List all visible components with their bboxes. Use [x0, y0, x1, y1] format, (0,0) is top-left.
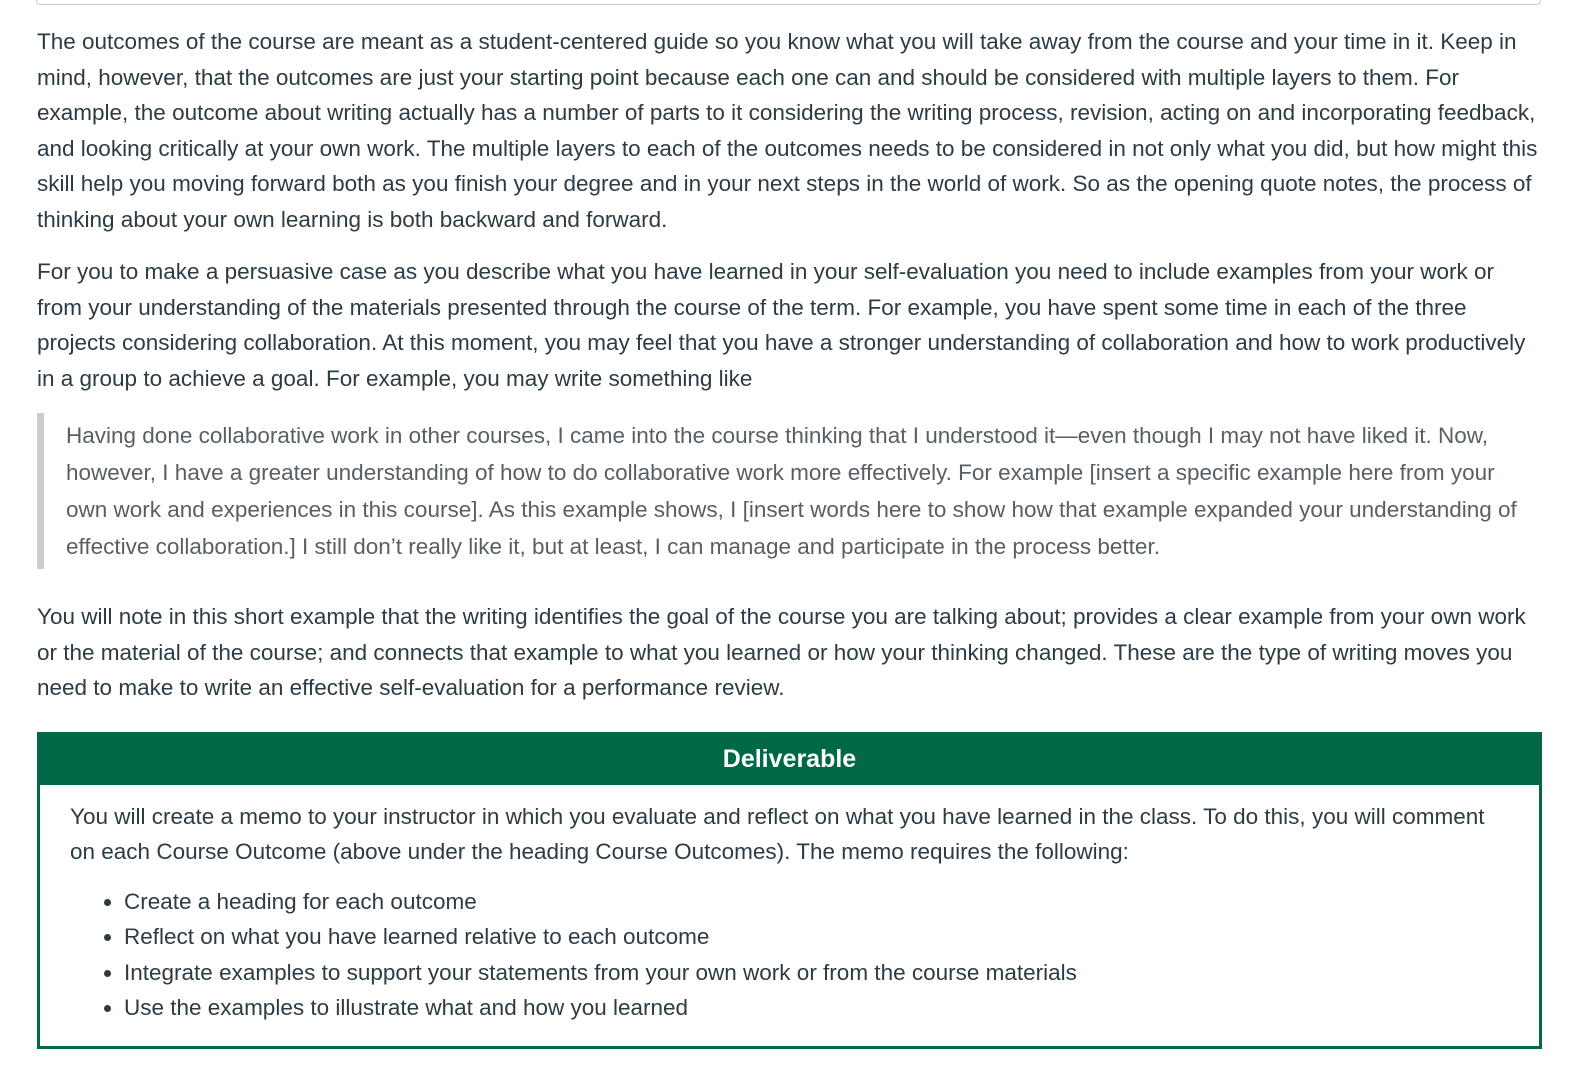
list-item: • Use the examples to illustrate what and how you learned [124, 990, 1509, 1026]
intro-paragraph-persuasive-case: For you to make a persuasive case as you describe what you have learned in your self-evaluation you need to include examples from your work or from your understanding of the materials presented through the course of the term. For example, you have spent some time in each of the three projects considering collaboration. At this moment, you may feel that you have a stronger understanding of collaboration and how to work productively in a group to achieve a goal. For example, you may write something like [37, 259, 1526, 391]
previous-section-border [36, 0, 1541, 5]
page-content [37, 24, 1542, 1049]
explanation-paragraph: You will note in this short example that the writing identifies the goal of the course you are talking about; provides a clear example from your own work or the material of the course; and connects that example to what you learned or how your thinking changed. These are the type of writing moves you need to make to write an effective self-evaluation for a performance review. [37, 604, 1526, 700]
intro-paragraph-outcomes: The outcomes of the course are meant as a student-centered guide so you know what you will take away from the course and your time in it. Keep in mind, however, that the outcomes are just your starting point because each one can and should be considered with multiple layers to them. For example, the outcome about writing actually has a number of parts to it considering the writing process, revision, acting on and incorporating feedback, and looking critically at your own work. The multiple layers to each of the outcomes needs to be considered in not only what you did, but how might this skill help you moving forward both as you finish your degree and in your next steps in the world of work. So as the opening quote notes, the process of thinking about your own learning is both backward and forward. [37, 29, 1538, 232]
deliverable-box [37, 732, 1542, 1049]
deliverable-title: Deliverable [40, 735, 1539, 785]
list-item: • Reflect on what you have learned relative to each outcome [124, 919, 1509, 955]
deliverable-description: You will create a memo to your instructor in which you evaluate and reflect on what you have learned in the class. To do this, you will comment on each Course Outcome (above under the heading Course Outcomes). The memo requires the following: [70, 803, 1485, 864]
example-blockquote: Having done collaborative work in other courses, I came into the course thinking that I understood it—even though I may not have liked it. Now, however, I have a greater understanding of how to do collaborative work more effectively. For example [insert a specific example here from your own work and experiences in this course]. As this example shows, I [insert words here to show how that example expanded your understanding of effective collaboration.] I still don’t really like it, but at least, I can manage and participate in the process better. [37, 413, 1542, 569]
list-item: • Create a heading for each outcome [124, 884, 1509, 920]
list-item: • Integrate examples to support your statements from your own work or from the course materials [124, 955, 1509, 991]
deliverable-body [40, 785, 1539, 1046]
deliverable-requirements-list [70, 884, 1509, 1026]
